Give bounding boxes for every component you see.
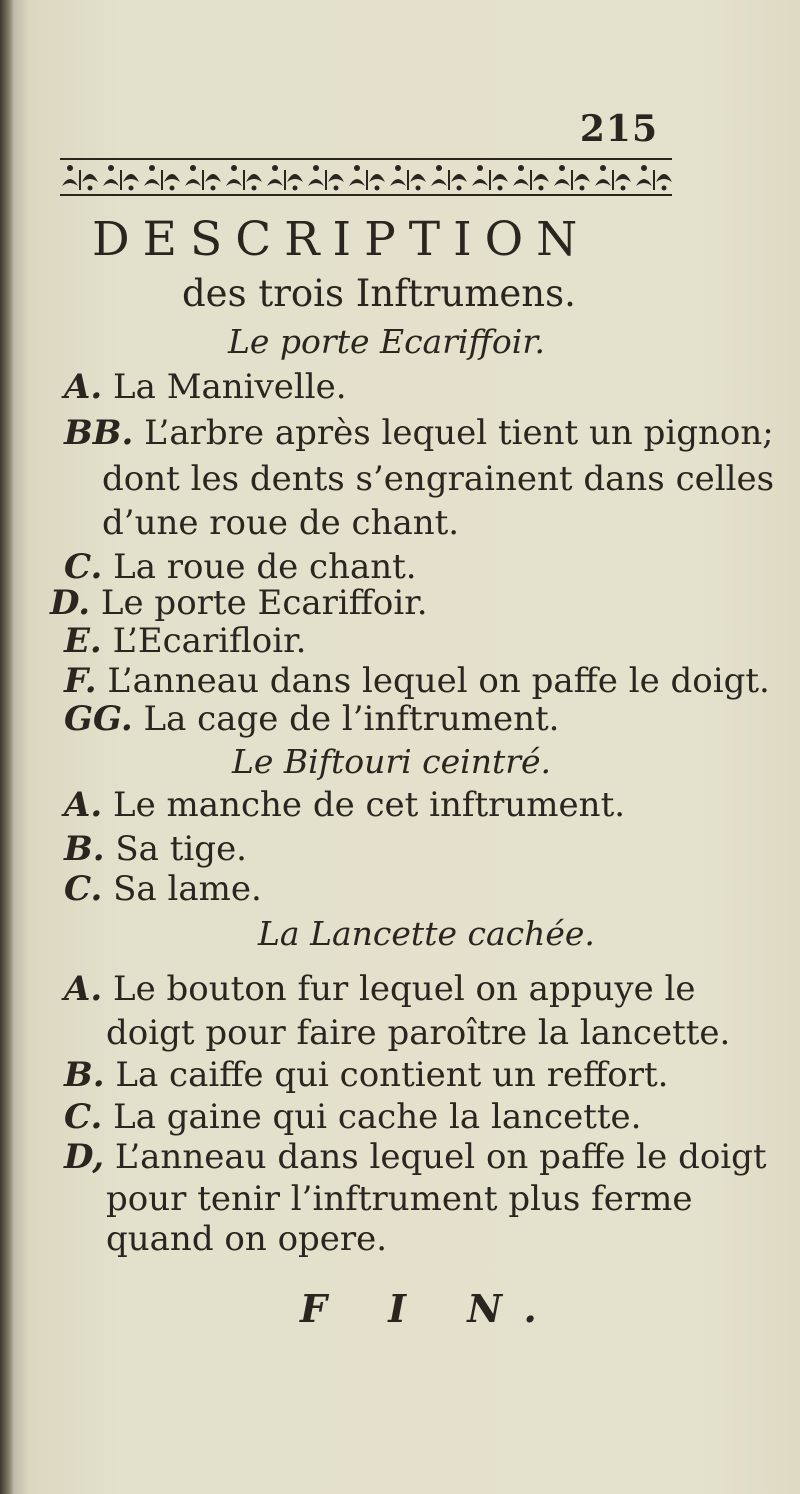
item-label: C.: [64, 1097, 103, 1137]
list-item: [64, 966, 696, 1012]
document-title: DESCRIPTION: [92, 212, 591, 267]
item-label: BB.: [64, 413, 134, 453]
item-text: La roue de chant.: [113, 547, 417, 587]
item-text: Sa tige.: [115, 829, 247, 869]
item-text: La gaine qui cache la lancette.: [113, 1097, 642, 1137]
fin-mark: F I N.: [300, 1286, 561, 1331]
list-item: [64, 1134, 767, 1180]
item-label: A.: [64, 969, 103, 1009]
item-text-continued: d’une roue de chant.: [102, 503, 460, 543]
list-item: [64, 696, 559, 742]
item-label: D,: [64, 1137, 105, 1177]
item-text: La cage de l’inftrument.: [143, 699, 560, 739]
item-text: Le porte Ecariffoir.: [100, 583, 428, 623]
item-text: Le manche de cet inftrument.: [113, 785, 626, 825]
item-label: D.: [50, 583, 91, 623]
item-label: C.: [64, 869, 103, 909]
item-text: L’anneau dans lequel on paffe le doigt.: [107, 661, 770, 701]
page-gutter-shadow: [0, 0, 14, 1494]
list-item: [64, 782, 625, 828]
item-text: L’Ecarifloir.: [112, 621, 307, 661]
list-item: [64, 866, 262, 912]
item-label: A.: [64, 785, 103, 825]
list-item: [64, 364, 347, 410]
list-item: [64, 1052, 668, 1098]
item-text: L’arbre après lequel tient un pignon;: [144, 413, 774, 453]
item-text: L’anneau dans lequel on paffe le doigt: [114, 1137, 767, 1177]
item-text: La caiffe qui contient un reffort.: [115, 1055, 669, 1095]
section-heading-lancette-cachee: La Lancette cachée.: [258, 914, 595, 953]
section-heading-porte-ecarissoir: Le porte Ecariffoir.: [228, 322, 545, 361]
item-text-continued: doigt pour faire paroître la lancette.: [106, 1013, 731, 1053]
item-label: B.: [64, 829, 105, 869]
item-label: F.: [64, 661, 97, 701]
section-heading-bistouri-ceintre: Le Biftouri ceintré.: [232, 742, 552, 781]
item-label: E.: [64, 621, 102, 661]
item-text: Le bouton fur lequel on appuye le: [113, 969, 696, 1009]
item-text-continued: dont les dents s’engrainent dans celles: [102, 459, 775, 499]
item-label: B.: [64, 1055, 105, 1095]
item-text-continued: quand on opere.: [106, 1219, 388, 1259]
item-text: Sa lame.: [113, 869, 262, 909]
list-item: [64, 410, 774, 456]
page-number: 215: [579, 108, 658, 150]
item-label: GG.: [64, 699, 133, 739]
ornament-band: [60, 152, 672, 202]
item-text-continued: pour tenir l’inftrument plus ferme: [106, 1179, 693, 1219]
document-subtitle: des trois Inftrumens.: [182, 272, 576, 315]
item-text: La Manivelle.: [113, 367, 347, 407]
item-label: C.: [64, 547, 103, 587]
item-label: A.: [64, 367, 103, 407]
